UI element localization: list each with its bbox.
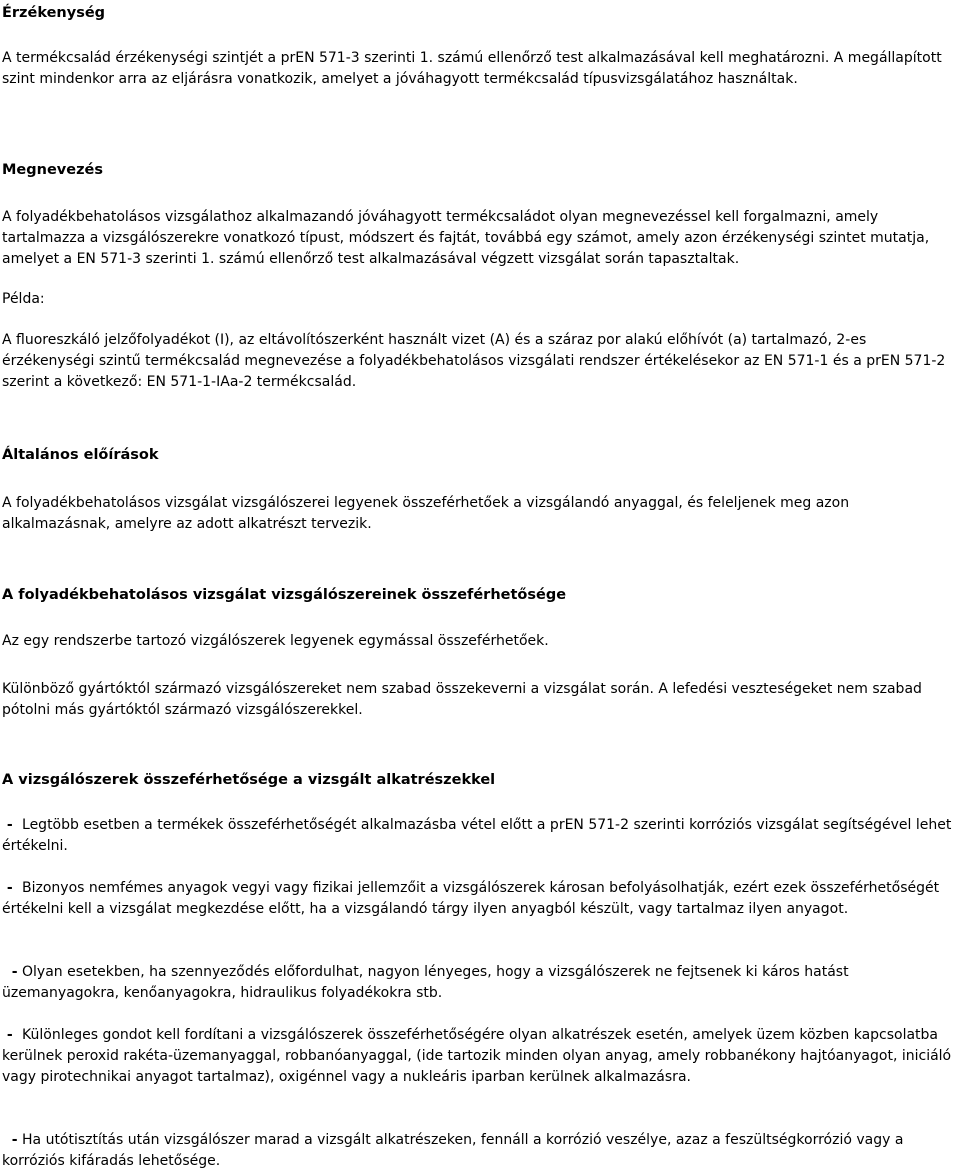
list-item [2, 878, 958, 920]
list-item-text: Különleges gondot kell fordítani a vizsgálószerek összeférhetőségére olyan alkatrészek esetén, amelyek üzem közben kapcsolatba kerülnek peroxid rakéta-üzemanyaggal, robbanóanyaggal, (ide tartozik minden olyan anyag, amely robbanékony hajtóanyagot, iniciáló vagy pirotechnikai anyagot tartalmaz), oxigénnel vagy a nukleáris iparban kerülnek alkalmazásra. [2, 1027, 952, 1085]
paragraph-egy-rendszer: Az egy rendszerbe tartozó vizgálószerek legyenek egymással összeférhetőek. [2, 633, 549, 649]
list-item-text: Olyan esetekben, ha szennyeződés előfordulhat, nagyon lényeges, hogy a vizsgálószerek ne fejtsenek ki káros hatást üzemanyagokra, kenőanyagokra, hidraulikus folyadékokra stb. [2, 964, 849, 1001]
paragraph-megnevezes: A folyadékbehatolásos vizsgálathoz alkalmazandó jóváhagyott termékcsaládot olyan megnevezéssel kell forgalmazni, amely tartalmazza a vizsgálószerekre vonatkozó típust, módszert és fajtát, továbbá egy számot, amely azon érzékenységi szintet mutatja, amelyet a EN 571-3 szerinti 1. számú ellenőrző test alkalmazásával végzett vizsgálat során tapasztaltak. [2, 209, 930, 267]
dash-marker: - [2, 964, 18, 980]
paragraph-pelda-label: Példa: [2, 291, 45, 307]
heading-vizsgaloszerek-osszeferhetosege: A folyadékbehatolásos vizsgálat vizsgálószereinek összeférhetősége [2, 587, 567, 603]
dash-marker: - [2, 817, 18, 833]
list-item-text: Bizonyos nemfémes anyagok vegyi vagy fizikai jellemzőit a vizsgálószerek károsan befolyásolhatják, ezért ezek összeférhetőségét értékelni kell a vizsgálat megkezdése előtt, ha a vizsgálandó tárgy ilyen anyagból készült, vagy tartalmaz ilyen anyagot. [2, 880, 940, 917]
heading-altalanos-eloirasok: Általános előírások [2, 447, 159, 463]
paragraph-erzekenyseg: A termékcsalád érzékenységi szintjét a prEN 571-3 szerinti 1. számú ellenőrző test alkalmazásával kell meghatározni. A megállapított szint mindenkor arra az eljárásra vonatkozik, amelyet a jóváhagyott termékcsalád típusvizsgálatához használtak. [2, 50, 942, 87]
list-item [2, 815, 958, 857]
heading-alkatreszekkel: A vizsgálószerek összeférhetősége a vizsgált alkatrészekkel [2, 772, 496, 788]
list-item [2, 1025, 958, 1088]
dash-marker: - [2, 1132, 18, 1148]
paragraph-altalanos: A folyadékbehatolásos vizsgálat vizsgálószerei legyenek összeférhetőek a vizsgálandó anyaggal, és feleljenek meg azon alkalmazásnak, amelyre az adott alkatrészt tervezik. [2, 495, 850, 532]
dash-marker: - [2, 880, 18, 896]
list-item [2, 962, 958, 1004]
heading-erzekenyseg: Érzékenység [2, 5, 106, 21]
list-item [2, 1130, 958, 1172]
list-item-text: Ha utótisztítás után vizsgálószer marad a vizsgált alkatrészeken, fennáll a korrózió veszélye, azaz a feszültségkorrózió vagy a korróziós kifáradás lehetősége. [2, 1132, 904, 1169]
paragraph-kulonbozo-gyartok: Különböző gyártóktól származó vizsgálószereket nem szabad összekeverni a vizsgálat során. A lefedési veszteségeket nem szabad pótolni más gyártóktól származó vizsgálószerekkel. [2, 681, 922, 718]
paragraph-pelda: A fluoreszkáló jelzőfolyadékot (I), az eltávolítószerként használt vizet (A) és a száraz por alakú előhívót (a) tartalmazó, 2-es érzékenységi szintű termékcsalád megnevezése a folyadékbehatolásos vizsgálati rendszer értékelésekor az EN 571-1 és a prEN 571-2 szerint a következő: EN 571-1-IAa-2 termékcsalád. [2, 332, 946, 390]
list-item-text: Legtöbb esetben a termékek összeférhetőségét alkalmazásba vétel előtt a prEN 571-2 szerinti korróziós vizsgálat segítségével lehet értékelni. [2, 817, 952, 854]
dash-marker: - [2, 1027, 18, 1043]
heading-megnevezes: Megnevezés [2, 162, 103, 178]
